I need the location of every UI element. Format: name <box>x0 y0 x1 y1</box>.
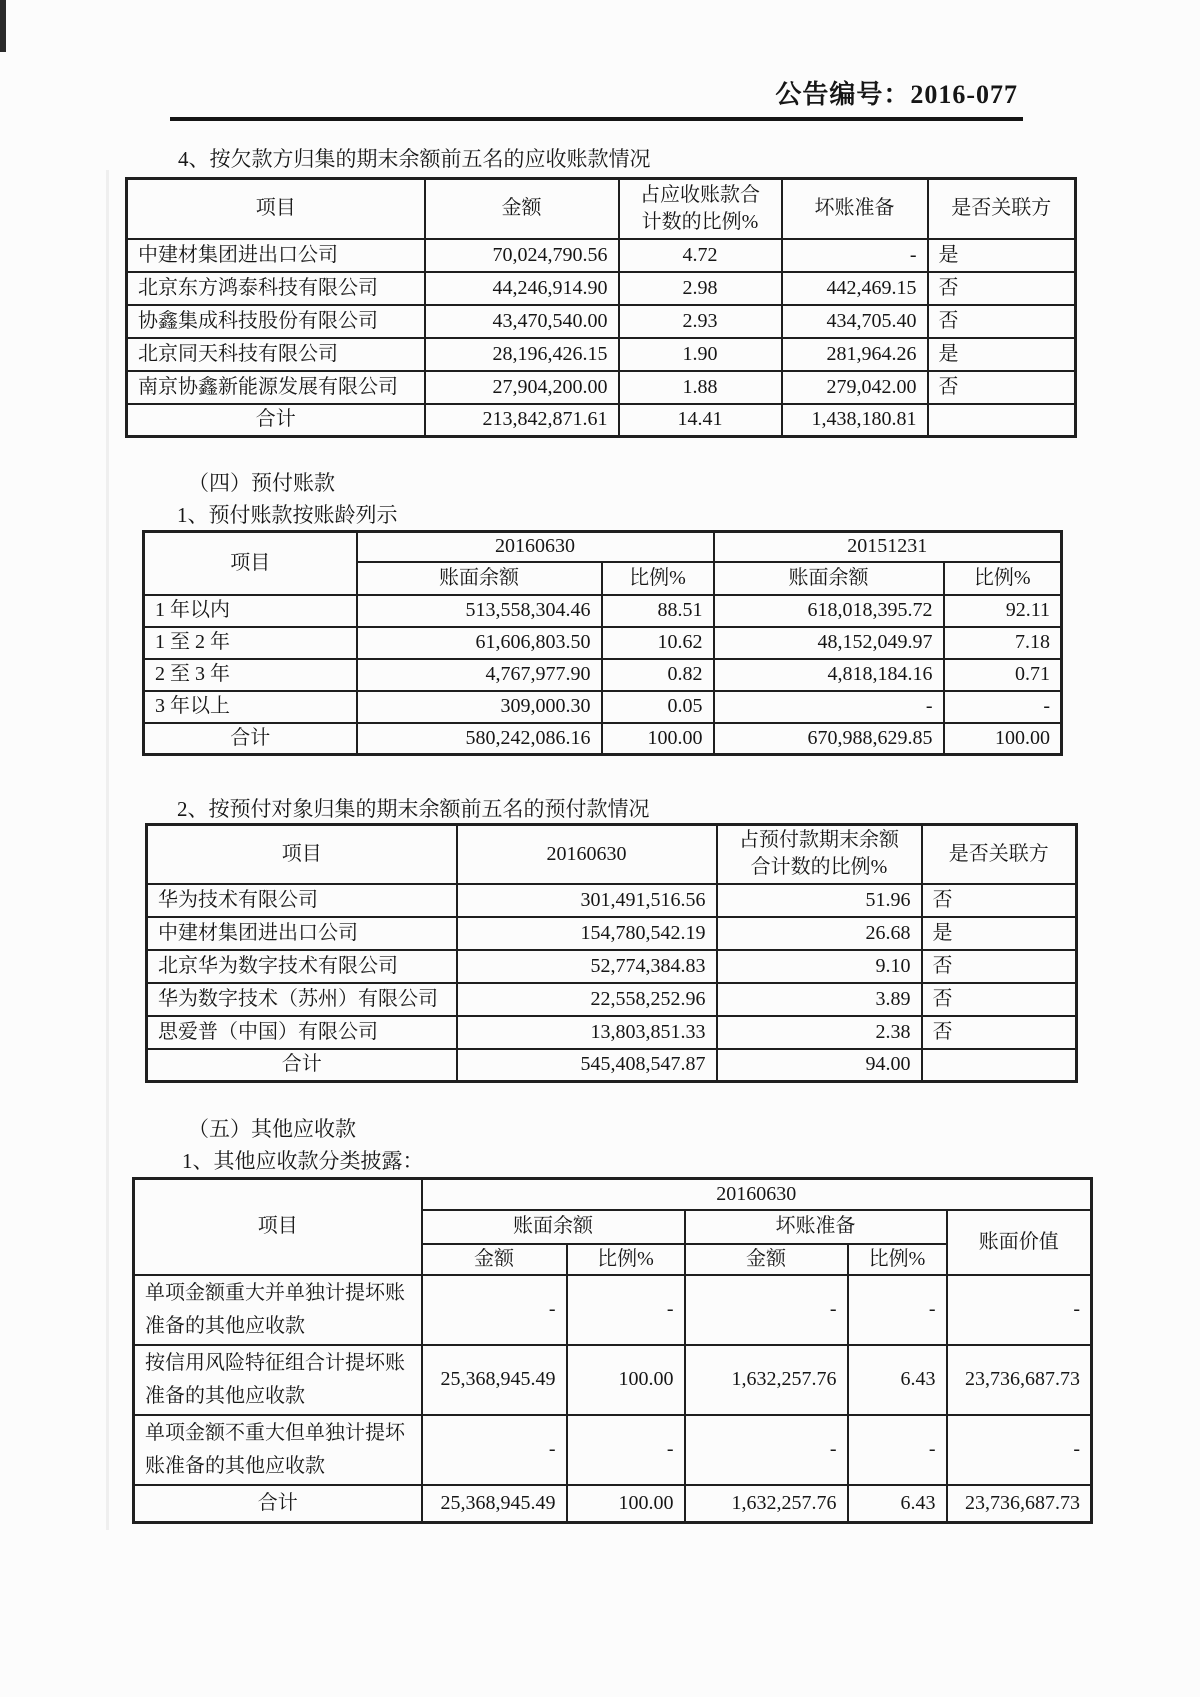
ratio-cell: - <box>944 691 1062 723</box>
amount-cell: - <box>685 1415 848 1485</box>
related-party-cell: 否 <box>922 983 1077 1016</box>
aging-bucket-cell: 2 至 3 年 <box>144 659 357 691</box>
amount-cell: 52,774,384.83 <box>457 950 717 983</box>
aging-bucket-cell: 3 年以上 <box>144 691 357 723</box>
table-row <box>127 305 1076 338</box>
column-header: 是否关联方 <box>922 825 1077 884</box>
column-header: 占应收账款合计数的比例% <box>619 179 782 239</box>
related-party-cell: 是 <box>922 917 1077 950</box>
column-header: 比例% <box>848 1244 947 1275</box>
amount-cell: 43,470,540.00 <box>425 305 619 338</box>
related-party-cell: 是 <box>928 338 1076 371</box>
period-header: 20160630 <box>422 1179 1092 1210</box>
column-header: 金额 <box>422 1244 567 1275</box>
amount-cell: - <box>422 1275 567 1345</box>
item-cell: 北京华为数字技术有限公司 <box>147 950 457 983</box>
column-group-header: 账面余额 <box>422 1210 685 1244</box>
related-party-cell: 否 <box>922 884 1077 917</box>
column-header: 账面价值 <box>947 1210 1092 1275</box>
category-cell: 单项金额不重大但单独计提坏账准备的其他应收款 <box>134 1415 422 1485</box>
amount-cell: 70,024,790.56 <box>425 239 619 272</box>
section-title-receivables-top5: 4、按欠款方归集的期末余额前五名的应收账款情况 <box>178 147 651 171</box>
ratio-cell: 94.00 <box>717 1049 922 1082</box>
amount-cell: 28,196,426.15 <box>425 338 619 371</box>
item-cell: 中建材集团进出口公司 <box>127 239 425 272</box>
total-row <box>127 404 1076 437</box>
table-row <box>147 917 1077 950</box>
announcement-number: 公告编号：2016-077 <box>775 80 1018 109</box>
item-cell: 华为数字技术（苏州）有限公司 <box>147 983 457 1016</box>
amount-cell: 27,904,200.00 <box>425 371 619 404</box>
book-value-cell: 23,736,687.73 <box>947 1485 1092 1523</box>
related-party-cell: 否 <box>928 272 1076 305</box>
amount-cell: 580,242,086.16 <box>357 723 602 755</box>
column-header: 项目 <box>147 825 457 884</box>
item-cell: 南京协鑫新能源发展有限公司 <box>127 371 425 404</box>
ratio-cell: 100.00 <box>567 1485 685 1523</box>
ratio-cell: 2.93 <box>619 305 782 338</box>
other-receivables-classification-table <box>132 1177 1093 1524</box>
ratio-cell: 100.00 <box>602 723 714 755</box>
ratio-cell: 0.05 <box>602 691 714 723</box>
column-group-header: 20151231 <box>714 532 1062 562</box>
amount-cell: 154,780,542.19 <box>457 917 717 950</box>
amount-cell: 213,842,871.61 <box>425 404 619 437</box>
amount-cell: 25,368,945.49 <box>422 1345 567 1415</box>
item-cell: 中建材集团进出口公司 <box>147 917 457 950</box>
amount-cell: - <box>714 691 944 723</box>
amount-cell: 309,000.30 <box>357 691 602 723</box>
aging-bucket-cell: 1 至 2 年 <box>144 627 357 659</box>
column-header: 是否关联方 <box>928 179 1076 239</box>
total-row <box>144 723 1062 755</box>
table-row <box>127 272 1076 305</box>
prepayment-aging-table <box>142 530 1063 756</box>
column-header: 项目 <box>144 532 357 595</box>
table-row <box>147 983 1077 1016</box>
ratio-cell: 4.72 <box>619 239 782 272</box>
amount-cell: 48,152,049.97 <box>714 627 944 659</box>
book-value-cell: - <box>947 1415 1092 1485</box>
header-divider <box>170 117 1023 121</box>
table-row <box>144 691 1062 723</box>
ratio-cell: 100.00 <box>567 1345 685 1415</box>
column-header: 坏账准备 <box>782 179 928 239</box>
ratio-cell: 0.71 <box>944 659 1062 691</box>
table-row <box>134 1415 1092 1485</box>
related-party-cell: 否 <box>922 950 1077 983</box>
item-cell: 思爱普（中国）有限公司 <box>147 1016 457 1049</box>
column-group-header: 坏账准备 <box>685 1210 947 1244</box>
ratio-cell: 7.18 <box>944 627 1062 659</box>
ratio-cell: - <box>848 1275 947 1345</box>
amount-cell: 22,558,252.96 <box>457 983 717 1016</box>
amount-cell: - <box>685 1275 848 1345</box>
table-row <box>147 950 1077 983</box>
total-row <box>134 1485 1092 1523</box>
amount-cell: 61,606,803.50 <box>357 627 602 659</box>
amount-cell: 301,491,516.56 <box>457 884 717 917</box>
subsection-title-prepayment-aging: 1、预付账款按账龄列示 <box>177 503 398 527</box>
amount-cell: 670,988,629.85 <box>714 723 944 755</box>
ratio-cell: 88.51 <box>602 595 714 627</box>
subsection-title-prepayment-top5: 2、按预付对象归集的期末余额前五名的预付款情况 <box>177 797 650 821</box>
ratio-cell: 9.10 <box>717 950 922 983</box>
amount-cell: 1,632,257.76 <box>685 1345 848 1415</box>
ratio-cell: 3.89 <box>717 983 922 1016</box>
ratio-cell: 26.68 <box>717 917 922 950</box>
subsection-title-classification: 1、其他应收款分类披露： <box>182 1149 424 1173</box>
ratio-cell: - <box>848 1415 947 1485</box>
table-row <box>127 239 1076 272</box>
total-row <box>147 1049 1077 1082</box>
related-party-cell: 否 <box>928 305 1076 338</box>
amount-cell: - <box>422 1415 567 1485</box>
ratio-cell: - <box>567 1275 685 1345</box>
table-row <box>147 1016 1077 1049</box>
ratio-cell: 92.11 <box>944 595 1062 627</box>
table-row <box>127 371 1076 404</box>
item-cell: 华为技术有限公司 <box>147 884 457 917</box>
table-row <box>144 595 1062 627</box>
amount-cell: 618,018,395.72 <box>714 595 944 627</box>
ratio-cell: 2.98 <box>619 272 782 305</box>
book-value-cell: - <box>947 1275 1092 1345</box>
ratio-cell: 6.43 <box>848 1485 947 1523</box>
ratio-cell: 0.82 <box>602 659 714 691</box>
table-row <box>147 884 1077 917</box>
ratio-cell: - <box>567 1415 685 1485</box>
amount-cell: 25,368,945.49 <box>422 1485 567 1523</box>
related-party-cell <box>928 404 1076 437</box>
amount-cell: 44,246,914.90 <box>425 272 619 305</box>
category-cell: 单项金额重大并单独计提坏账准备的其他应收款 <box>134 1275 422 1345</box>
related-party-cell: 否 <box>922 1016 1077 1049</box>
prepayment-top5-table <box>145 823 1078 1083</box>
related-party-cell: 是 <box>928 239 1076 272</box>
bad-debt-cell: 281,964.26 <box>782 338 928 371</box>
column-header: 比例% <box>602 562 714 595</box>
column-header: 项目 <box>127 179 425 239</box>
column-header: 占预付款期末余额合计数的比例% <box>717 825 922 884</box>
ratio-cell: 1.88 <box>619 371 782 404</box>
column-header: 金额 <box>425 179 619 239</box>
ratio-cell: 2.38 <box>717 1016 922 1049</box>
receivables-top5-table <box>125 177 1077 438</box>
total-label: 合计 <box>134 1485 422 1523</box>
column-header: 项目 <box>134 1179 422 1275</box>
ratio-cell: 10.62 <box>602 627 714 659</box>
bad-debt-cell: 434,705.40 <box>782 305 928 338</box>
total-label: 合计 <box>144 723 357 755</box>
bad-debt-cell: 1,438,180.81 <box>782 404 928 437</box>
amount-cell: 545,408,547.87 <box>457 1049 717 1082</box>
section-title-prepayments: （四）预付账款 <box>188 471 335 495</box>
amount-cell: 4,818,184.16 <box>714 659 944 691</box>
column-header: 账面余额 <box>714 562 944 595</box>
amount-cell: 13,803,851.33 <box>457 1016 717 1049</box>
bad-debt-cell: 442,469.15 <box>782 272 928 305</box>
scan-shadow-artifact <box>106 170 109 1530</box>
column-header: 金额 <box>685 1244 848 1275</box>
category-cell: 按信用风险特征组合计提坏账准备的其他应收款 <box>134 1345 422 1415</box>
ratio-cell: 14.41 <box>619 404 782 437</box>
related-party-cell <box>922 1049 1077 1082</box>
column-header: 比例% <box>944 562 1062 595</box>
table-row <box>144 659 1062 691</box>
column-header: 比例% <box>567 1244 685 1275</box>
table-row <box>134 1345 1092 1415</box>
ratio-cell: 100.00 <box>944 723 1062 755</box>
table-row <box>127 338 1076 371</box>
ratio-cell: 6.43 <box>848 1345 947 1415</box>
column-header: 账面余额 <box>357 562 602 595</box>
amount-cell: 4,767,977.90 <box>357 659 602 691</box>
amount-cell: 1,632,257.76 <box>685 1485 848 1523</box>
aging-bucket-cell: 1 年以内 <box>144 595 357 627</box>
column-group-header: 20160630 <box>357 532 714 562</box>
total-label: 合计 <box>147 1049 457 1082</box>
total-label: 合计 <box>127 404 425 437</box>
scan-edge-artifact <box>0 0 6 52</box>
column-header: 20160630 <box>457 825 717 884</box>
item-cell: 北京东方鸿泰科技有限公司 <box>127 272 425 305</box>
ratio-cell: 1.90 <box>619 338 782 371</box>
section-title-other-receivables: （五）其他应收款 <box>188 1117 356 1141</box>
bad-debt-cell: 279,042.00 <box>782 371 928 404</box>
amount-cell: 513,558,304.46 <box>357 595 602 627</box>
book-value-cell: 23,736,687.73 <box>947 1345 1092 1415</box>
table-row <box>134 1275 1092 1345</box>
related-party-cell: 否 <box>928 371 1076 404</box>
table-row <box>144 627 1062 659</box>
item-cell: 北京同天科技有限公司 <box>127 338 425 371</box>
bad-debt-cell: - <box>782 239 928 272</box>
ratio-cell: 51.96 <box>717 884 922 917</box>
item-cell: 协鑫集成科技股份有限公司 <box>127 305 425 338</box>
